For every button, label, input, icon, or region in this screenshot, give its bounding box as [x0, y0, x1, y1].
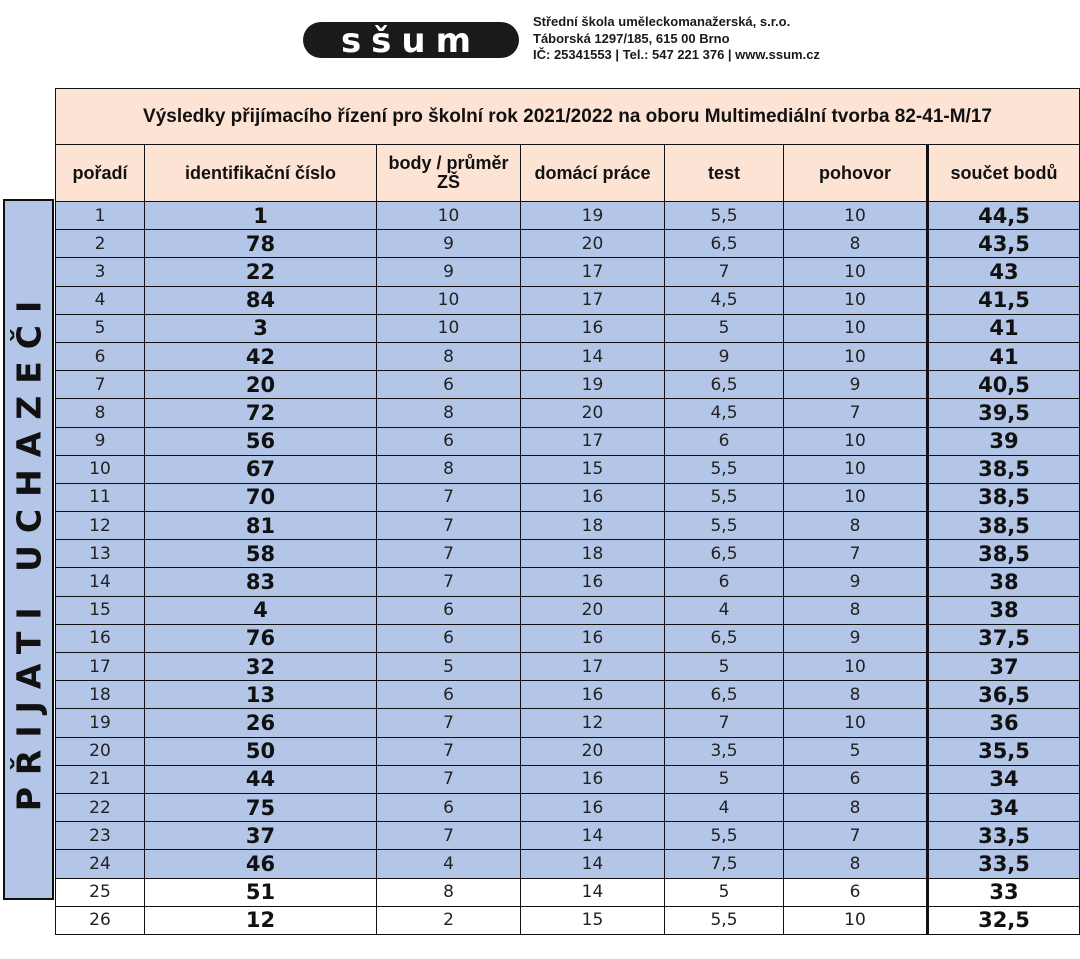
cell-homework: 14	[521, 850, 665, 878]
cell-interview: 10	[784, 202, 928, 230]
cell-id: 44	[145, 765, 377, 793]
cell-avg: 7	[377, 512, 521, 540]
cell-sum: 36	[928, 709, 1080, 737]
cell-interview: 9	[784, 624, 928, 652]
cell-id: 70	[145, 483, 377, 511]
cell-id: 42	[145, 342, 377, 370]
school-info	[533, 14, 820, 64]
cell-interview: 10	[784, 314, 928, 342]
cell-id: 32	[145, 653, 377, 681]
table-row	[56, 850, 1080, 878]
cell-test: 7	[665, 709, 784, 737]
cell-test: 5,5	[665, 822, 784, 850]
cell-homework: 16	[521, 765, 665, 793]
cell-sum: 38,5	[928, 512, 1080, 540]
school-logo	[303, 16, 523, 64]
cell-rank: 22	[56, 793, 145, 821]
cell-sum: 43,5	[928, 230, 1080, 258]
cell-test: 5,5	[665, 483, 784, 511]
cell-test: 5	[665, 314, 784, 342]
cell-id: 1	[145, 202, 377, 230]
cell-test: 4	[665, 793, 784, 821]
cell-homework: 16	[521, 568, 665, 596]
table-row	[56, 568, 1080, 596]
cell-sum: 38,5	[928, 483, 1080, 511]
cell-test: 6,5	[665, 230, 784, 258]
cell-id: 3	[145, 314, 377, 342]
table-row	[56, 822, 1080, 850]
cell-rank: 19	[56, 709, 145, 737]
table-row	[56, 342, 1080, 370]
cell-interview: 10	[784, 483, 928, 511]
cell-id: 84	[145, 286, 377, 314]
table-header-row	[56, 145, 1080, 202]
col-header-rank: pořadí	[56, 145, 145, 202]
cell-test: 5,5	[665, 512, 784, 540]
cell-sum: 38	[928, 596, 1080, 624]
school-name: Střední škola uměleckomanažerská, s.r.o.	[533, 14, 791, 29]
cell-homework: 16	[521, 681, 665, 709]
cell-rank: 21	[56, 765, 145, 793]
cell-sum: 33	[928, 878, 1080, 906]
cell-id: 83	[145, 568, 377, 596]
cell-sum: 34	[928, 793, 1080, 821]
cell-rank: 20	[56, 737, 145, 765]
cell-interview: 9	[784, 568, 928, 596]
cell-homework: 20	[521, 230, 665, 258]
cell-rank: 25	[56, 878, 145, 906]
cell-rank: 11	[56, 483, 145, 511]
table-row	[56, 709, 1080, 737]
cell-rank: 9	[56, 427, 145, 455]
cell-interview: 10	[784, 427, 928, 455]
cell-avg: 2	[377, 906, 521, 934]
cell-homework: 17	[521, 258, 665, 286]
cell-homework: 15	[521, 455, 665, 483]
school-header	[303, 12, 843, 64]
cell-rank: 1	[56, 202, 145, 230]
cell-avg: 7	[377, 568, 521, 596]
table-row	[56, 202, 1080, 230]
accepted-label-text: PŘIJATI UCHAZEČI	[9, 288, 48, 811]
cell-avg: 5	[377, 653, 521, 681]
cell-interview: 8	[784, 596, 928, 624]
cell-id: 50	[145, 737, 377, 765]
cell-sum: 37,5	[928, 624, 1080, 652]
cell-homework: 15	[521, 906, 665, 934]
cell-test: 6,5	[665, 371, 784, 399]
col-header-avg: body / průměr ZŠ	[377, 145, 521, 202]
cell-avg: 6	[377, 624, 521, 652]
cell-sum: 44,5	[928, 202, 1080, 230]
cell-sum: 38	[928, 568, 1080, 596]
table-row	[56, 596, 1080, 624]
cell-homework: 16	[521, 793, 665, 821]
cell-interview: 10	[784, 455, 928, 483]
cell-avg: 7	[377, 765, 521, 793]
cell-id: 26	[145, 709, 377, 737]
table-row	[56, 624, 1080, 652]
accepted-side-label	[3, 199, 54, 900]
table-row	[56, 314, 1080, 342]
cell-rank: 17	[56, 653, 145, 681]
school-address: Táborská 1297/185, 615 00 Brno	[533, 30, 730, 46]
logo-lettering: sšum	[340, 21, 482, 61]
cell-id: 13	[145, 681, 377, 709]
table-row	[56, 427, 1080, 455]
cell-interview: 10	[784, 906, 928, 934]
cell-sum: 37	[928, 653, 1080, 681]
cell-sum: 41	[928, 314, 1080, 342]
col-header-interview: pohovor	[784, 145, 928, 202]
cell-interview: 8	[784, 793, 928, 821]
cell-interview: 8	[784, 230, 928, 258]
cell-rank: 24	[56, 850, 145, 878]
cell-rank: 2	[56, 230, 145, 258]
cell-test: 4	[665, 596, 784, 624]
cell-homework: 19	[521, 371, 665, 399]
cell-homework: 16	[521, 314, 665, 342]
cell-homework: 14	[521, 342, 665, 370]
cell-avg: 7	[377, 737, 521, 765]
cell-interview: 10	[784, 342, 928, 370]
cell-id: 12	[145, 906, 377, 934]
cell-test: 9	[665, 342, 784, 370]
cell-test: 5	[665, 878, 784, 906]
cell-rank: 3	[56, 258, 145, 286]
table-row	[56, 681, 1080, 709]
table-row	[56, 286, 1080, 314]
cell-sum: 39	[928, 427, 1080, 455]
table-row	[56, 906, 1080, 934]
cell-rank: 6	[56, 342, 145, 370]
cell-id: 51	[145, 878, 377, 906]
cell-rank: 15	[56, 596, 145, 624]
cell-avg: 8	[377, 455, 521, 483]
table-row	[56, 258, 1080, 286]
table-row	[56, 512, 1080, 540]
cell-avg: 8	[377, 878, 521, 906]
cell-rank: 4	[56, 286, 145, 314]
cell-homework: 12	[521, 709, 665, 737]
cell-test: 7,5	[665, 850, 784, 878]
cell-interview: 7	[784, 822, 928, 850]
cell-avg: 6	[377, 596, 521, 624]
cell-id: 67	[145, 455, 377, 483]
cell-sum: 41,5	[928, 286, 1080, 314]
cell-sum: 38,5	[928, 455, 1080, 483]
cell-avg: 10	[377, 286, 521, 314]
cell-id: 81	[145, 512, 377, 540]
cell-rank: 16	[56, 624, 145, 652]
col-header-homework: domácí práce	[521, 145, 665, 202]
cell-test: 6,5	[665, 681, 784, 709]
cell-interview: 8	[784, 850, 928, 878]
cell-avg: 6	[377, 427, 521, 455]
cell-id: 4	[145, 596, 377, 624]
cell-test: 5,5	[665, 202, 784, 230]
cell-test: 5,5	[665, 455, 784, 483]
table-row	[56, 371, 1080, 399]
cell-id: 72	[145, 399, 377, 427]
table-row	[56, 737, 1080, 765]
col-header-id: identifikační číslo	[145, 145, 377, 202]
table-row	[56, 483, 1080, 511]
table-row	[56, 878, 1080, 906]
cell-interview: 6	[784, 765, 928, 793]
cell-rank: 8	[56, 399, 145, 427]
table-title: Výsledky přijímacího řízení pro školní rok 2021/2022 na oboru Multimediální tvorba 82-41-M/17	[56, 89, 1080, 145]
col-header-sum: součet bodů	[928, 145, 1080, 202]
cell-avg: 6	[377, 371, 521, 399]
cell-id: 78	[145, 230, 377, 258]
cell-avg: 7	[377, 822, 521, 850]
cell-avg: 7	[377, 709, 521, 737]
cell-sum: 33,5	[928, 822, 1080, 850]
cell-id: 22	[145, 258, 377, 286]
school-contacts: IČ: 25341553 | Tel.: 547 221 376 | www.ssum.cz	[533, 47, 820, 62]
cell-homework: 16	[521, 483, 665, 511]
col-header-test: test	[665, 145, 784, 202]
cell-rank: 13	[56, 540, 145, 568]
cell-homework: 14	[521, 878, 665, 906]
cell-rank: 23	[56, 822, 145, 850]
cell-interview: 6	[784, 878, 928, 906]
cell-id: 56	[145, 427, 377, 455]
cell-id: 75	[145, 793, 377, 821]
cell-id: 20	[145, 371, 377, 399]
cell-sum: 33,5	[928, 850, 1080, 878]
cell-sum: 43	[928, 258, 1080, 286]
cell-id: 76	[145, 624, 377, 652]
cell-sum: 34	[928, 765, 1080, 793]
cell-avg: 6	[377, 681, 521, 709]
table-body	[56, 202, 1080, 935]
cell-id: 37	[145, 822, 377, 850]
cell-interview: 8	[784, 512, 928, 540]
table-row	[56, 793, 1080, 821]
cell-avg: 4	[377, 850, 521, 878]
cell-avg: 10	[377, 314, 521, 342]
cell-homework: 17	[521, 653, 665, 681]
results-table	[55, 88, 1080, 935]
cell-interview: 10	[784, 709, 928, 737]
cell-test: 4,5	[665, 286, 784, 314]
cell-test: 6,5	[665, 540, 784, 568]
cell-sum: 41	[928, 342, 1080, 370]
cell-test: 5	[665, 765, 784, 793]
cell-avg: 7	[377, 483, 521, 511]
cell-avg: 10	[377, 202, 521, 230]
cell-id: 58	[145, 540, 377, 568]
table-row	[56, 230, 1080, 258]
cell-interview: 7	[784, 399, 928, 427]
cell-avg: 6	[377, 793, 521, 821]
cell-sum: 35,5	[928, 737, 1080, 765]
table-row	[56, 455, 1080, 483]
cell-id: 46	[145, 850, 377, 878]
table-row	[56, 540, 1080, 568]
cell-rank: 7	[56, 371, 145, 399]
cell-avg: 9	[377, 258, 521, 286]
cell-sum: 32,5	[928, 906, 1080, 934]
cell-homework: 14	[521, 822, 665, 850]
cell-interview: 8	[784, 681, 928, 709]
cell-avg: 7	[377, 540, 521, 568]
cell-rank: 18	[56, 681, 145, 709]
cell-test: 4,5	[665, 399, 784, 427]
cell-test: 5,5	[665, 906, 784, 934]
cell-homework: 20	[521, 596, 665, 624]
cell-test: 5	[665, 653, 784, 681]
cell-sum: 39,5	[928, 399, 1080, 427]
cell-rank: 26	[56, 906, 145, 934]
cell-interview: 7	[784, 540, 928, 568]
table-row	[56, 765, 1080, 793]
cell-homework: 20	[521, 399, 665, 427]
cell-homework: 18	[521, 512, 665, 540]
table-row	[56, 653, 1080, 681]
cell-avg: 9	[377, 230, 521, 258]
cell-test: 3,5	[665, 737, 784, 765]
cell-avg: 8	[377, 399, 521, 427]
cell-homework: 17	[521, 286, 665, 314]
cell-test: 7	[665, 258, 784, 286]
cell-test: 6	[665, 568, 784, 596]
cell-homework: 17	[521, 427, 665, 455]
table-row	[56, 399, 1080, 427]
cell-homework: 19	[521, 202, 665, 230]
cell-interview: 5	[784, 737, 928, 765]
cell-rank: 12	[56, 512, 145, 540]
cell-interview: 10	[784, 286, 928, 314]
cell-homework: 18	[521, 540, 665, 568]
cell-avg: 8	[377, 342, 521, 370]
cell-interview: 10	[784, 258, 928, 286]
cell-rank: 5	[56, 314, 145, 342]
cell-homework: 20	[521, 737, 665, 765]
cell-interview: 9	[784, 371, 928, 399]
cell-test: 6	[665, 427, 784, 455]
cell-interview: 10	[784, 653, 928, 681]
cell-rank: 10	[56, 455, 145, 483]
cell-sum: 38,5	[928, 540, 1080, 568]
cell-sum: 40,5	[928, 371, 1080, 399]
cell-homework: 16	[521, 624, 665, 652]
cell-rank: 14	[56, 568, 145, 596]
cell-test: 6,5	[665, 624, 784, 652]
cell-sum: 36,5	[928, 681, 1080, 709]
